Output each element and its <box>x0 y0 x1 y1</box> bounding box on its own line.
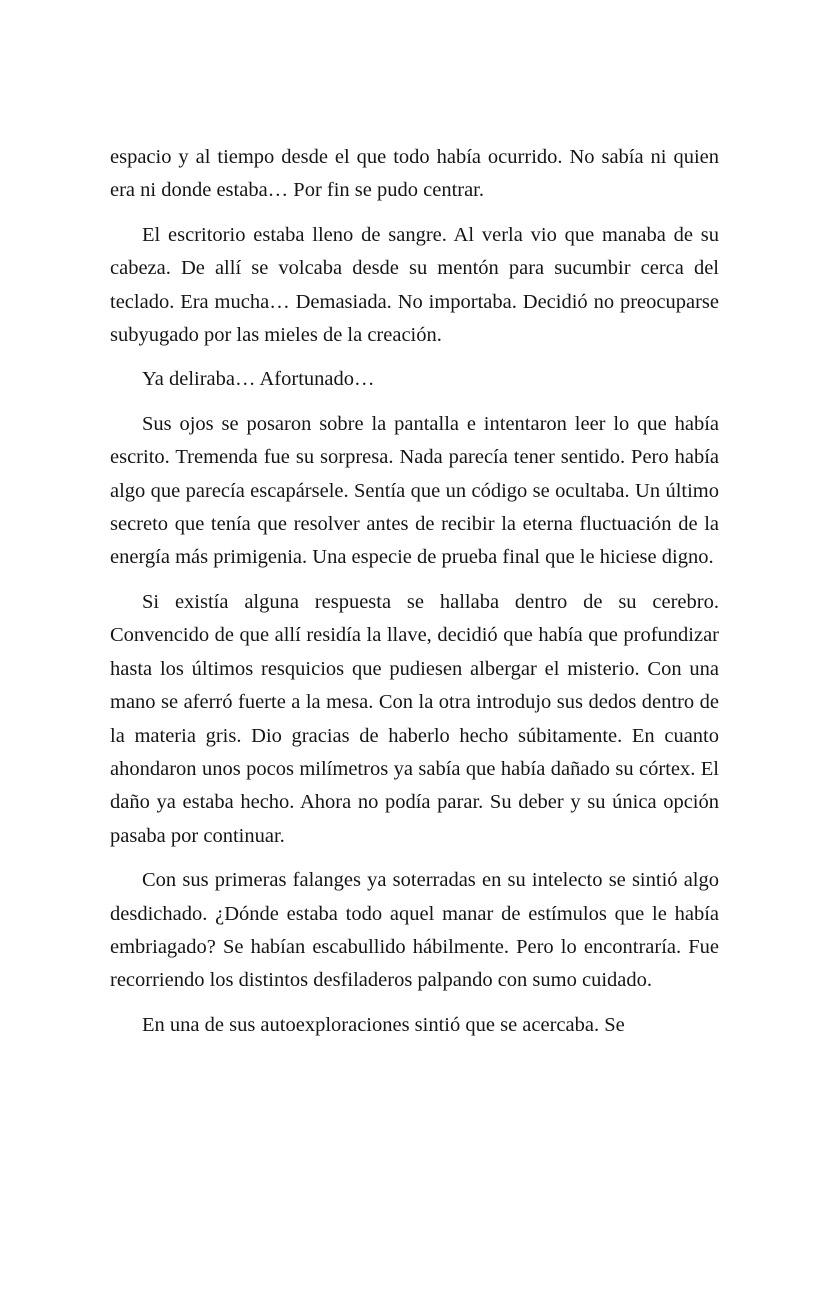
paragraph-1: espacio y al tiempo desde el que todo había ocurrido. No sabía ni quien era ni donde estaba… Por fin se pudo centrar. <box>110 146 719 202</box>
page-text-block <box>110 141 719 1042</box>
paragraph-6: Con sus primeras falanges ya soterradas en su intelecto se sintió algo desdichado. ¿Dónde estaba todo aquel manar de estímulos que le había embriagado? Se habían escabullido hábilmente. Pero lo encontraría. Fue recorriendo los distintos desfiladeros palpando con sumo cuidado. <box>110 869 719 992</box>
paragraph-3: Ya deliraba… Afortunado… <box>142 368 375 391</box>
paragraph-4: Sus ojos se posaron sobre la pantalla e intentaron leer lo que había escrito. Tremenda fue su sorpresa. Nada parecía tener sentido. Pero había algo que parecía escapársele. Sentía que un código se ocultaba. Un último secreto que tenía que resolver antes de recibir la eterna fluctuación de la energía más primigenia. Una especie de prueba final que le hiciese digno. <box>110 412 719 569</box>
paragraph-7: En una de sus autoexploraciones sintió que se acercaba. Se <box>142 1013 625 1036</box>
paragraph-5: Si existía alguna respuesta se hallaba dentro de su cerebro. Convencido de que allí residía la llave, decidió que había que profundizar hasta los últimos resquicios que pudiesen albergar el misterio. Con una mano se aferró fuerte a la mesa. Con la otra introdujo sus dedos dentro de la materia gris. Dio gracias de haberlo hecho súbitamente. En cuanto ahondaron unos pocos milímetros ya sabía que había dañado su córtex. El daño ya estaba hecho. Ahora no podía parar. Su deber y su única opción pasaba por continuar. <box>110 590 719 847</box>
paragraph-2: El escritorio estaba lleno de sangre. Al verla vio que manaba de su cabeza. De allí se volcaba desde su mentón para sucumbir cerca del teclado. Era mucha… Demasiada. No importaba. Decidió no preocuparse subyugado por las mieles de la creación. <box>110 223 719 347</box>
